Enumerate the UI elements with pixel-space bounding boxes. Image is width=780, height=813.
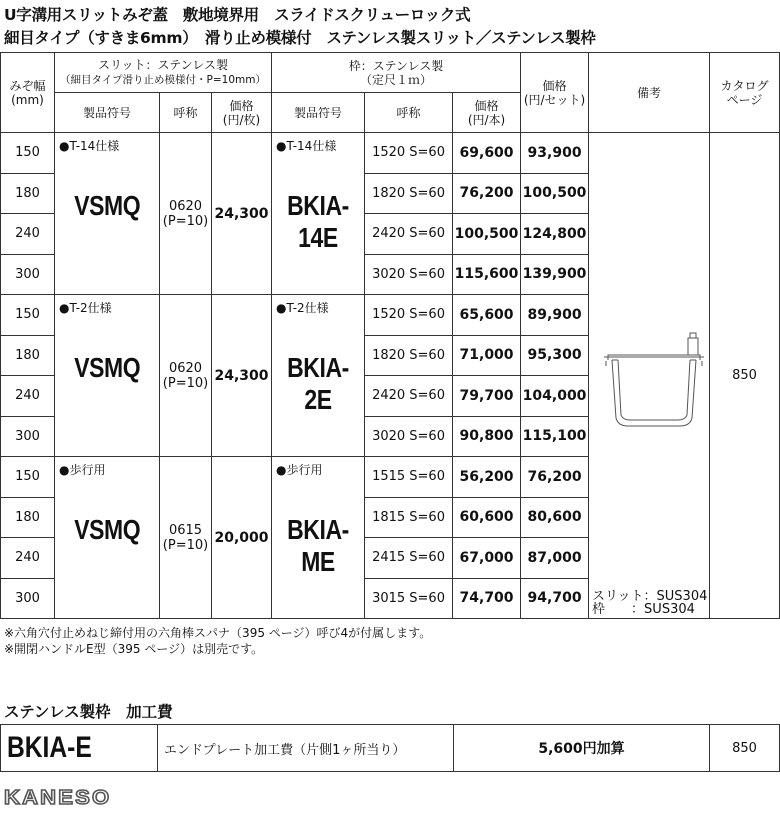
remarks-cell	[589, 133, 710, 619]
set-price-cell: 93,900	[521, 133, 589, 174]
width-cell: 300	[1, 578, 55, 619]
waku-price-cell: 60,600	[453, 497, 521, 538]
processing-desc-cell: エンドプレート加工費（片側1ヶ所当り）	[158, 725, 454, 772]
footnote: ※六角穴付止めねじ締付用の六角棒スパナ（395 ページ）呼び4が付属します。	[4, 626, 432, 640]
width-cell: 240	[1, 214, 55, 255]
width-cell: 240	[1, 538, 55, 579]
slit-code-cell: ●T-14仕様 VSMQ	[55, 133, 160, 295]
waku-code-cell: ●T-14仕様 BKIA-14E	[272, 133, 365, 295]
waku-price-cell: 79,700	[453, 376, 521, 417]
waku-price-cell: 100,500	[453, 214, 521, 255]
waku-price-cell: 67,000	[453, 538, 521, 579]
remarks-waku-material: 枠 ：SUS304	[592, 602, 695, 617]
width-cell: 150	[1, 133, 55, 174]
waku-price-cell: 76,200	[453, 173, 521, 214]
waku-name-cell: 1815 S=60	[365, 497, 453, 538]
header-waku-group: 枠：ステンレス製 （定尺１ｍ）	[272, 53, 521, 93]
waku-name-cell: 1520 S=60	[365, 295, 453, 336]
waku-name-cell: 2415 S=60	[365, 538, 453, 579]
catalog-page-cell: 850	[710, 133, 780, 619]
header-slit-group: スリット：ステンレス製 （細目タイプ滑り止め模様付・P=10mm）	[55, 53, 272, 93]
header-waku-price: 価格 (円/本)	[453, 93, 521, 133]
width-cell: 180	[1, 173, 55, 214]
waku-code-cell: ●T-2仕様 BKIA-2E	[272, 295, 365, 457]
price-table	[0, 52, 780, 619]
title-line-1: U字溝用スリットみぞ蓋 敷地境界用 スライドスクリューロック式	[4, 6, 471, 24]
width-cell: 240	[1, 376, 55, 417]
waku-price-cell: 69,600	[453, 133, 521, 174]
slit-code-cell: ●T-2仕様 VSMQ	[55, 295, 160, 457]
slit-price-cell: 24,300	[212, 295, 272, 457]
waku-price-cell: 74,700	[453, 578, 521, 619]
set-price-cell: 124,800	[521, 214, 589, 255]
processing-price-cell: 5,600円加算	[454, 725, 710, 772]
slit-name-cell: 0620 (P=10)	[160, 133, 212, 295]
slit-name-cell: 0620 (P=10)	[160, 295, 212, 457]
kaneso-logo: KANESO	[4, 787, 112, 809]
waku-name-cell: 3015 S=60	[365, 578, 453, 619]
set-price-cell: 115,100	[521, 416, 589, 457]
width-cell: 150	[1, 295, 55, 336]
waku-name-cell: 1820 S=60	[365, 335, 453, 376]
header-mizohaba: みぞ幅 (mm)	[1, 53, 55, 133]
waku-price-cell: 90,800	[453, 416, 521, 457]
set-price-cell: 87,000	[521, 538, 589, 579]
waku-price-cell: 71,000	[453, 335, 521, 376]
waku-name-cell: 2420 S=60	[365, 376, 453, 417]
set-price-cell: 94,700	[521, 578, 589, 619]
processing-cost-table	[0, 724, 780, 772]
set-price-cell: 89,900	[521, 295, 589, 336]
set-price-cell: 104,000	[521, 376, 589, 417]
waku-name-cell: 3020 S=60	[365, 254, 453, 295]
title-line-2: 細目タイプ（すきま6mm） 滑り止め模様付 ステンレス製スリット／ステンレス製枠	[4, 29, 596, 47]
header-slit-code: 製品符号	[55, 93, 160, 133]
header-remarks: 備考	[589, 53, 710, 133]
set-price-cell: 139,900	[521, 254, 589, 295]
width-cell: 180	[1, 497, 55, 538]
waku-code-cell: ●歩行用 BKIA-ME	[272, 457, 365, 619]
waku-name-cell: 1515 S=60	[365, 457, 453, 498]
header-set-price: 価格 (円/セット)	[521, 53, 589, 133]
waku-price-cell: 115,600	[453, 254, 521, 295]
waku-name-cell: 2420 S=60	[365, 214, 453, 255]
width-cell: 150	[1, 457, 55, 498]
slit-price-cell: 24,300	[212, 133, 272, 295]
waku-name-cell: 3020 S=60	[365, 416, 453, 457]
waku-price-cell: 65,600	[453, 295, 521, 336]
slit-code-cell: ●歩行用 VSMQ	[55, 457, 160, 619]
processing-code-cell: BKIA-E	[1, 725, 158, 772]
header-waku-name: 呼称	[365, 93, 453, 133]
table-row	[1, 725, 780, 772]
processing-cost-heading: ステンレス製枠 加工費	[4, 703, 173, 721]
header-catalog: カタログ ページ	[710, 53, 780, 133]
header-waku-code: 製品符号	[272, 93, 365, 133]
waku-price-cell: 56,200	[453, 457, 521, 498]
width-cell: 300	[1, 416, 55, 457]
set-price-cell: 95,300	[521, 335, 589, 376]
footnote: ※開閉ハンドルE型（395 ページ）は別売です。	[4, 642, 264, 656]
waku-name-cell: 1820 S=60	[365, 173, 453, 214]
processing-page-cell: 850	[710, 725, 780, 772]
slit-price-cell: 20,000	[212, 457, 272, 619]
waku-name-cell: 1520 S=60	[365, 133, 453, 174]
set-price-cell: 100,500	[521, 173, 589, 214]
set-price-cell: 76,200	[521, 457, 589, 498]
footnotes	[4, 625, 431, 657]
set-price-cell: 80,600	[521, 497, 589, 538]
header-slit-price: 価格 (円/枚)	[212, 93, 272, 133]
slit-name-cell: 0615 (P=10)	[160, 457, 212, 619]
width-cell: 180	[1, 335, 55, 376]
remarks-slit-material: スリット：SUS304	[592, 589, 708, 604]
header-slit-name: 呼称	[160, 93, 212, 133]
table-row	[1, 133, 780, 174]
width-cell: 300	[1, 254, 55, 295]
cross-section-drawing	[600, 330, 712, 440]
